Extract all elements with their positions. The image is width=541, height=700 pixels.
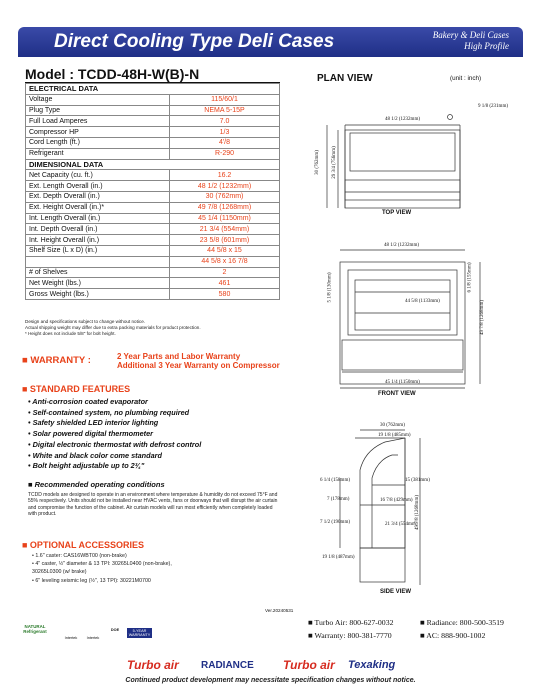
spec-label: Gross Weight (lbs.)	[26, 289, 170, 300]
spec-label: Net Capacity (cu. ft.)	[26, 170, 170, 181]
model-number: Model : TCDD-48H-W(B)-N	[25, 66, 200, 82]
dim-16: 16 7/8 (429mm)	[380, 498, 413, 503]
list-item: • 4" caster, ½" diameter & 13 TPI: 30265L0400 (non-brake),	[32, 561, 172, 568]
spec-label: Int. Depth Overall (in.)	[26, 224, 170, 235]
side-view-drawing	[340, 430, 420, 585]
list-item: • Bolt height adjustable up to 2¾"	[28, 461, 145, 471]
dim-21: 21 3/4 (554mm)	[385, 522, 418, 527]
spec-value: 7.0	[170, 116, 280, 127]
intertek-logo-1: Intertek	[64, 636, 78, 640]
spec-value: 21 3/4 (554mm)	[170, 224, 280, 235]
brand-logos	[115, 658, 415, 674]
brand-turbo-air-2: Turbo air	[283, 658, 335, 672]
front-view-drawing	[340, 250, 480, 388]
spec-label: Full Load Amperes	[26, 116, 170, 127]
contact-radiance: ■ Radiance: 800-500-3519	[420, 618, 504, 627]
subtitle-line-2: High Profile	[464, 41, 509, 51]
brand-texaking: Texaking	[348, 659, 396, 671]
list-item: • 6" leveling seismic leg (½", 13 TPI): 30221M0700	[32, 577, 151, 584]
dim-19b: 19 1/8 (487mm)	[322, 555, 355, 560]
top-view-label: TOP VIEW	[382, 210, 412, 216]
spec-value: 30 (762mm)	[170, 191, 280, 202]
spec-label: Refrigerant	[26, 148, 170, 159]
list-item: • White and black color come standard	[28, 450, 162, 460]
list-item: • Self-contained system, no plumbing required	[28, 407, 190, 417]
dim-length-front: 48 1/2 (1232mm)	[384, 243, 419, 248]
dim-6-side: 6 1/4 (158mm)	[320, 478, 350, 483]
dim-49-side: 49 7/8 (1268mm)	[415, 495, 420, 530]
list-item: • Solar powered digital thermometer	[28, 429, 154, 439]
warranty-label: ■ WARRANTY :	[22, 355, 91, 366]
spec-value: 45 1/4 (1150mm)	[170, 213, 280, 224]
spec-label: Cord Length (ft.)	[26, 137, 170, 148]
dim-19a: 19 1/8 (485mm)	[378, 433, 411, 438]
spec-section-label: DIMENSIONAL DATA	[26, 159, 280, 170]
warranty-line-1: 2 Year Parts and Labor Warranty	[117, 352, 241, 361]
contact-warranty: ■ Warranty: 800-381-7770	[308, 631, 392, 640]
spec-label: Compressor HP	[26, 127, 170, 138]
dim-7b: 7 1/2 (190mm)	[320, 520, 350, 525]
intertek-logo-2: Intertek	[86, 636, 100, 640]
recommended-title: ■ Recommended operating conditions	[28, 480, 165, 489]
fine-print-line: * Height does not include 5/8" for bolt height.	[25, 331, 116, 336]
spec-label: # of Shelves	[26, 267, 170, 278]
spec-value: 44 5/8 x 15	[170, 245, 280, 256]
dim-45: 45 1/4 (1150mm)	[385, 380, 420, 385]
dim-15: 15 (381mm)	[405, 478, 430, 483]
fine-print-line: Actual shipping weight may differ due to extra packing materials for product protection.	[25, 325, 201, 330]
spec-label: Plug Type	[26, 105, 170, 116]
dim-9: 9 1/8 (231mm)	[478, 104, 508, 109]
version: Ver.20240531	[265, 608, 294, 613]
contact-ac: ■ AC: 888-900-1002	[420, 631, 486, 640]
dim-30-side: 30 (762mm)	[380, 423, 405, 428]
list-item: • Digital electronic thermostat with defrost control	[28, 439, 202, 449]
spec-value: 461	[170, 278, 280, 289]
spec-value: 2	[170, 267, 280, 278]
spec-value: 580	[170, 289, 280, 300]
warranty-line-2: Additional 3 Year Warranty on Compressor	[117, 361, 280, 370]
spec-section-label: ELECTRICAL DATA	[26, 84, 280, 95]
unit-note: (unit : inch)	[450, 75, 482, 82]
spec-label: Voltage	[26, 94, 170, 105]
list-item: • Anti-corrosion coated evaporator	[28, 397, 148, 406]
spec-label: Ext. Length Overall (in.)	[26, 181, 170, 192]
dim-29: 29 3/4 (756mm)	[331, 146, 337, 179]
page-title: Direct Cooling Type Deli Cases	[54, 31, 335, 52]
dim-30: 30 (762mm)	[314, 150, 320, 175]
spec-label: Net Weight (lbs.)	[26, 278, 170, 289]
dim-length-top: 48 1/2 (1232mm)	[385, 117, 420, 122]
brand-radiance: RADIANCE	[201, 660, 254, 671]
spec-value: 1/3	[170, 127, 280, 138]
spec-value: 4'/8	[170, 137, 280, 148]
dim-49: 49 7/8 (1268mm)	[480, 300, 485, 335]
contact-turbo: ■ Turbo Air: 800-627-0032	[308, 618, 394, 627]
side-view-label: SIDE VIEW	[380, 589, 412, 595]
spec-label: Int. Length Overall (in.)	[26, 213, 170, 224]
spec-value: 44 5/8 x 16 7/8	[170, 256, 280, 267]
fine-print-line: Design and specifications subject to change without notice.	[25, 319, 146, 324]
dim-5: 5 1/8 (130mm)	[327, 272, 333, 303]
dim-7: 7 (178mm)	[327, 497, 350, 502]
dim-44: 44 5/8 (1133mm)	[405, 299, 440, 304]
spec-value: R-290	[170, 148, 280, 159]
doe-logo: DOE	[110, 628, 120, 632]
spec-value: NEMA 5-15P	[170, 105, 280, 116]
spec-label: Int. Height Overall (in.)	[26, 235, 170, 246]
spec-label: Shelf Size (L x D) (in.)	[26, 245, 170, 256]
warranty-logo: 5-YEAR WARRANTY	[128, 629, 151, 637]
spec-label: Ext. Depth Overall (in.)	[26, 191, 170, 202]
spec-value: 115/60/1	[170, 94, 280, 105]
spec-value: 48 1/2 (1232mm)	[170, 181, 280, 192]
list-item: 30265L0300 (w/ brake)	[32, 569, 87, 576]
spec-value: 49 7/8 (1268mm)	[170, 202, 280, 213]
front-view-label: FRONT VIEW	[378, 391, 416, 397]
spec-value: 23 5/8 (601mm)	[170, 235, 280, 246]
certification-logos	[22, 622, 152, 648]
top-view-drawing	[327, 115, 460, 209]
accessories-title: ■ OPTIONAL ACCESSORIES	[22, 540, 144, 550]
spec-value: 16.2	[170, 170, 280, 181]
recommended-text: TCDD models are designed to operate in an environment where temperature & humidity do not exceed 75°F and 55% respectively. Units should not be installed near HVAC vents, fans or doorways that will disrupt the air curtain and compromise the function of the cabinet. Air curtain models will run most efficiently when completely loaded with product.	[28, 492, 278, 518]
natural-refrigerant-logo: NATURAL Refrigerant	[23, 624, 47, 634]
dim-6: 6 1/8 (155mm)	[467, 262, 473, 293]
list-item: • 1.6" caster: CAS16WBT00 (non-brake)	[32, 553, 127, 559]
plan-view-title: PLAN VIEW	[317, 73, 373, 84]
subtitle-line-1: Bakery & Deli Cases	[432, 30, 509, 40]
list-item: • Safety shielded LED interior lighting	[28, 418, 159, 428]
brand-turbo-air-1: Turbo air	[127, 658, 179, 672]
footer-note: Continued product development may necessitate specification changes without notice.	[125, 677, 416, 684]
features-title: ■ STANDARD FEATURES	[22, 384, 131, 394]
spec-label: Ext. Height Overall (in.)*	[26, 202, 170, 213]
